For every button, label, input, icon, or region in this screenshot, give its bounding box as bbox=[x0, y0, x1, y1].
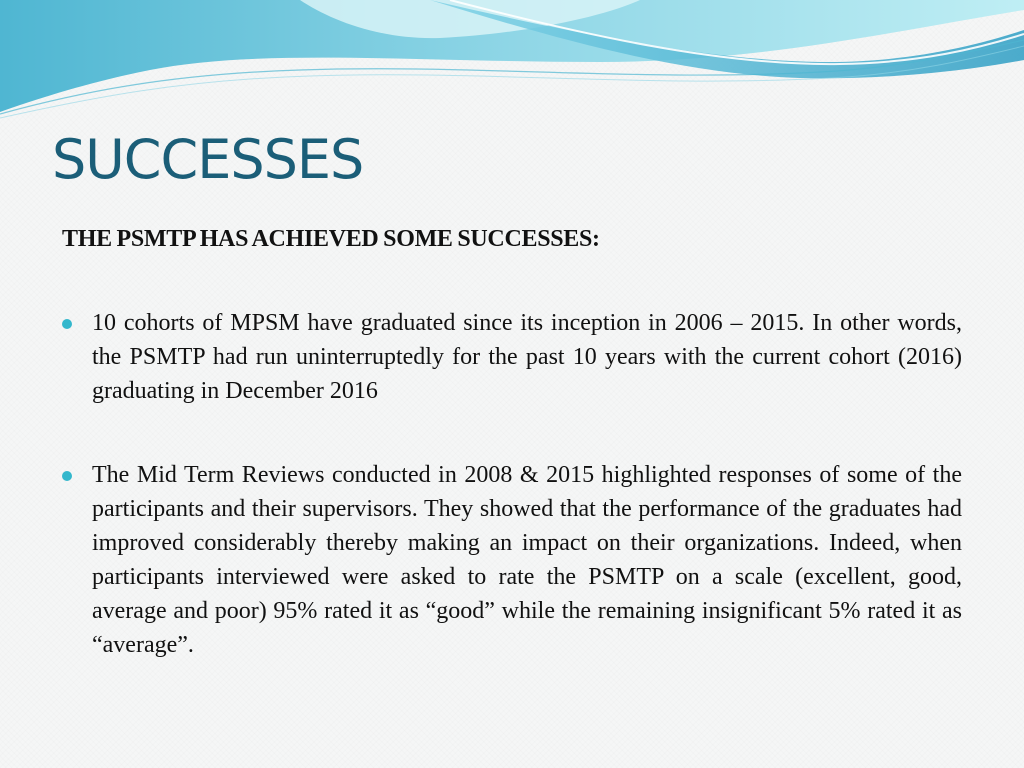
bullet-dot-icon bbox=[62, 319, 72, 329]
slide-subheading: THE PSMTP HAS ACHIEVED SOME SUCCESSES: bbox=[62, 226, 600, 252]
slide-title: SUCCESSES bbox=[52, 128, 364, 191]
bullet-list bbox=[62, 306, 962, 712]
bullet-text: 10 cohorts of MPSM have graduated since its inception in 2006 – 2015. In other words, the PSMTP had run uninterruptedly for the past 10 years with the current cohort (2016) graduating in December 2016 bbox=[92, 310, 962, 404]
header-wave-decoration bbox=[0, 0, 1024, 130]
bullet-dot-icon bbox=[62, 471, 72, 481]
bullet-text: The Mid Term Reviews conducted in 2008 & 2015 highlighted responses of some of the participants and their supervisors. They showed that the performance of the graduates had improved considerably thereby making an impact on their organizations. Indeed, when participants interviewed were asked to rate the PSMTP on a scale (excellent, good, average and poor) 95% rated it as “good” while the remaining insignificant 5% rated it as “average”. bbox=[92, 462, 962, 658]
bullet-item bbox=[62, 306, 962, 408]
bullet-item bbox=[62, 458, 962, 662]
